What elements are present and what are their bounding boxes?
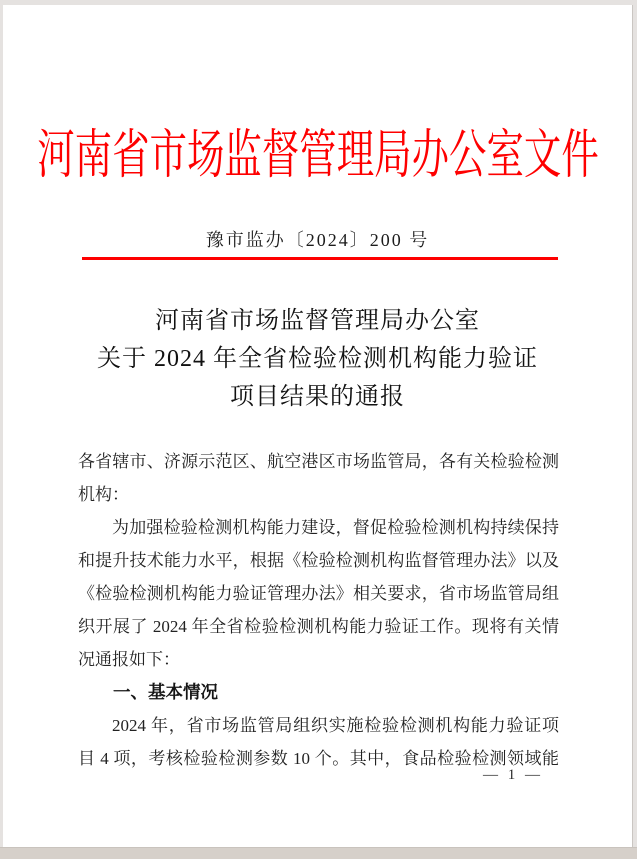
letterhead-row bbox=[3, 127, 632, 185]
body-line-para2-1: 2024 年，省市场监管局组织实施检验检测机构能力验证项 bbox=[112, 716, 559, 735]
body-line-para1-2: 和提升技术能力水平，根据《检验检测机构监督管理办法》以及 bbox=[78, 551, 559, 570]
body-line-salutation-2: 机构： bbox=[78, 485, 129, 504]
document-page bbox=[3, 5, 633, 847]
red-divider-line bbox=[82, 257, 558, 260]
body-line-para1-3: 《检验检测机构能力验证管理办法》相关要求，省市场监管局组 bbox=[78, 584, 559, 603]
section-heading-basic-situation: 一、基本情况 bbox=[113, 682, 218, 702]
page-number: — 1 — bbox=[483, 767, 543, 783]
body-line-para1-1: 为加强检验检测机构能力建设，督促检验检测机构持续保持 bbox=[112, 518, 559, 537]
document-title bbox=[3, 302, 632, 416]
document-title-line-3: 项目结果的通报 bbox=[230, 384, 405, 410]
body-line-para2-2: 目 4 项，考核检验检测参数 10 个。其中，食品检验检测领域能 bbox=[78, 749, 559, 768]
viewer-bottom-strip bbox=[0, 847, 637, 859]
document-title-line-2: 关于 2024 年全省检验检测机构能力验证 bbox=[97, 346, 538, 372]
body-line-salutation-1: 各省辖市、济源示范区、航空港区市场监管局，各有关检验检测 bbox=[78, 452, 559, 471]
body-line-para1-4: 织开展了 2024 年全省检验检测机构能力验证工作。现将有关情 bbox=[78, 617, 559, 636]
document-body bbox=[78, 445, 559, 775]
letterhead-title: 河南省市场监督管理局办公室文件 bbox=[36, 126, 599, 185]
document-title-line-1: 河南省市场监督管理局办公室 bbox=[155, 308, 480, 334]
document-number: 豫市监办〔2024〕200 号 bbox=[205, 230, 430, 250]
body-line-para1-5: 况通报如下： bbox=[78, 650, 180, 669]
